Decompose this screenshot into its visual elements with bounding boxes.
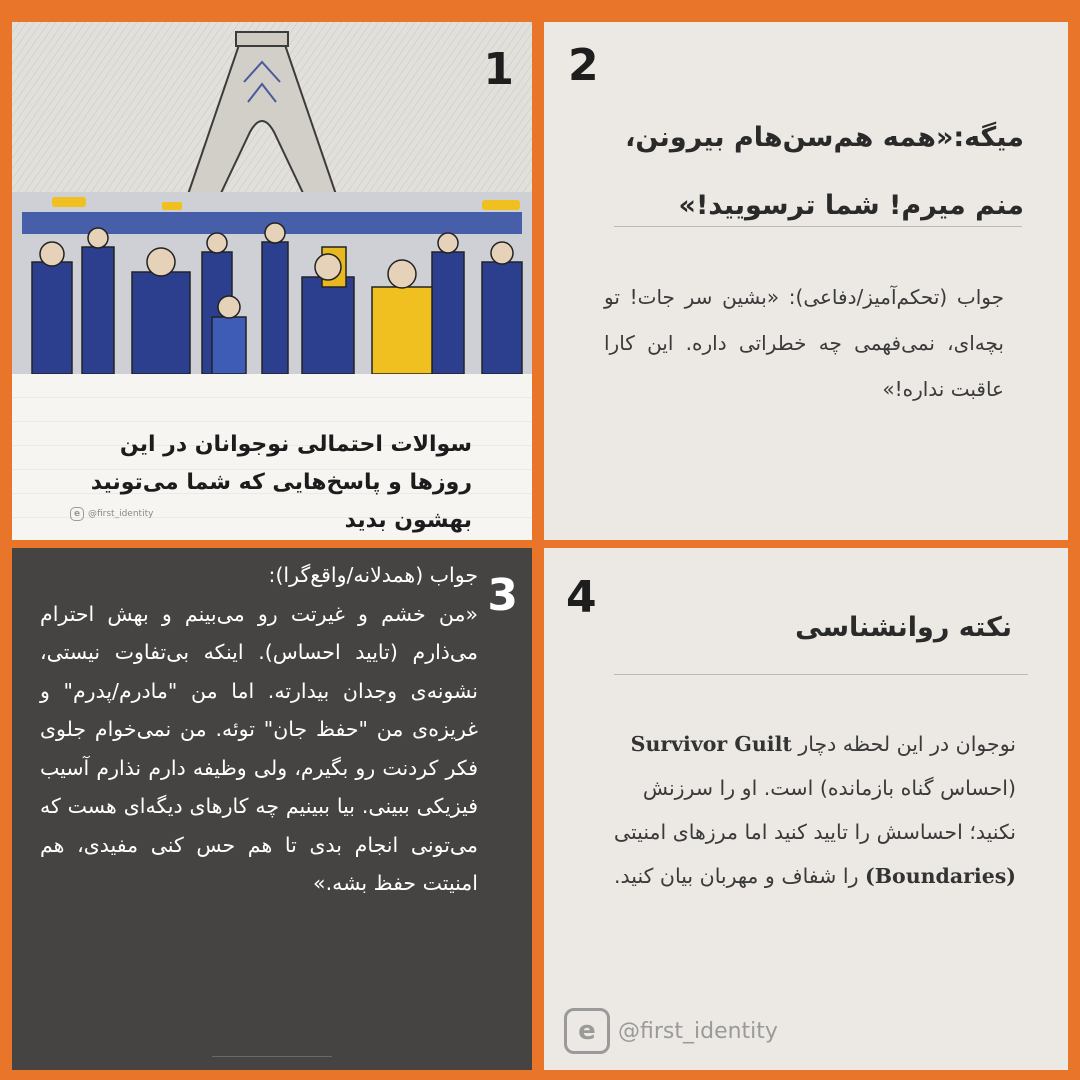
answer-body: «من خشم و غیرتت رو می‌بینم و بهش احترام می‌ذارم (تایید احساس). اینکه بی‌تفاوت نیستی، نشونه‌ی وجدان بیدارته. اما من "مادرم/پدرم" و غریزه‌ی من "حفظ جان" توئه. من نمی‌خوام جلوی فکر کردنت رو بگیرم، ولی وظیفه دارم نذارم آسیب فیزیکی ببینی. بیا ببینیم چه کارهای دیگه‌ای هست که می‌تونی انجام بدی تا هم حس کنی مفیدی، هم امنیتت حفظ بشه.» xyxy=(40,601,478,895)
watermark-handle: @first_identity xyxy=(88,509,154,519)
azadi-tower-crowd-illustration xyxy=(12,22,532,374)
panel-number: 2 xyxy=(568,40,599,91)
panel-2-question xyxy=(544,22,1068,540)
brand-logo-icon: e xyxy=(564,1008,610,1054)
panel-1-cover xyxy=(12,22,532,540)
teen-quote: میگه:«همه هم‌سن‌هام بیرونن، منم میرم! شما ترسویید!» xyxy=(625,122,1024,221)
divider xyxy=(212,1056,332,1057)
term-survivor-guilt: Survivor Guilt xyxy=(630,732,792,756)
note-body xyxy=(596,722,1016,898)
term-boundaries: (Boundaries) xyxy=(865,864,1016,888)
defensive-answer: جواب (تحکم‌آمیز/دفاعی): «بشین سر جات! تو بچه‌ای، نمی‌فهمی چه خطراتی داره. این کارا عاقبت نداره!» xyxy=(604,285,1004,401)
note-text: (احساس گناه بازمانده) است. او را سرزنش نکنید؛ احساسش را تایید کنید اما مرزهای امنیتی xyxy=(613,776,1016,844)
note-title: نکته روانشناسی xyxy=(795,612,1012,643)
brand-handle: @first_identity xyxy=(618,1018,778,1044)
brand-watermark xyxy=(564,1008,778,1054)
note-text: نوجوان در این لحظه دچار xyxy=(791,732,1016,756)
panel-4-psych-note xyxy=(544,548,1068,1070)
panel-3-empathetic-answer xyxy=(12,548,532,1070)
divider xyxy=(614,674,1028,675)
divider xyxy=(614,226,1022,227)
answer-heading: جواب (همدلانه/واقع‌گرا): xyxy=(268,563,478,587)
brand-logo-icon: e xyxy=(70,507,84,521)
panel-number: 4 xyxy=(566,572,597,623)
watermark xyxy=(70,507,153,521)
cover-title: سوالات احتمالی نوجوانان در این روزها و پاسخ‌هایی که شما می‌تونید بهشون بدید xyxy=(90,432,472,533)
panel-number: 1 xyxy=(483,44,514,95)
panel-number: 3 xyxy=(487,570,518,621)
note-text: را شفاف و مهربان بیان کنید. xyxy=(614,864,865,888)
empathetic-answer xyxy=(40,556,478,903)
